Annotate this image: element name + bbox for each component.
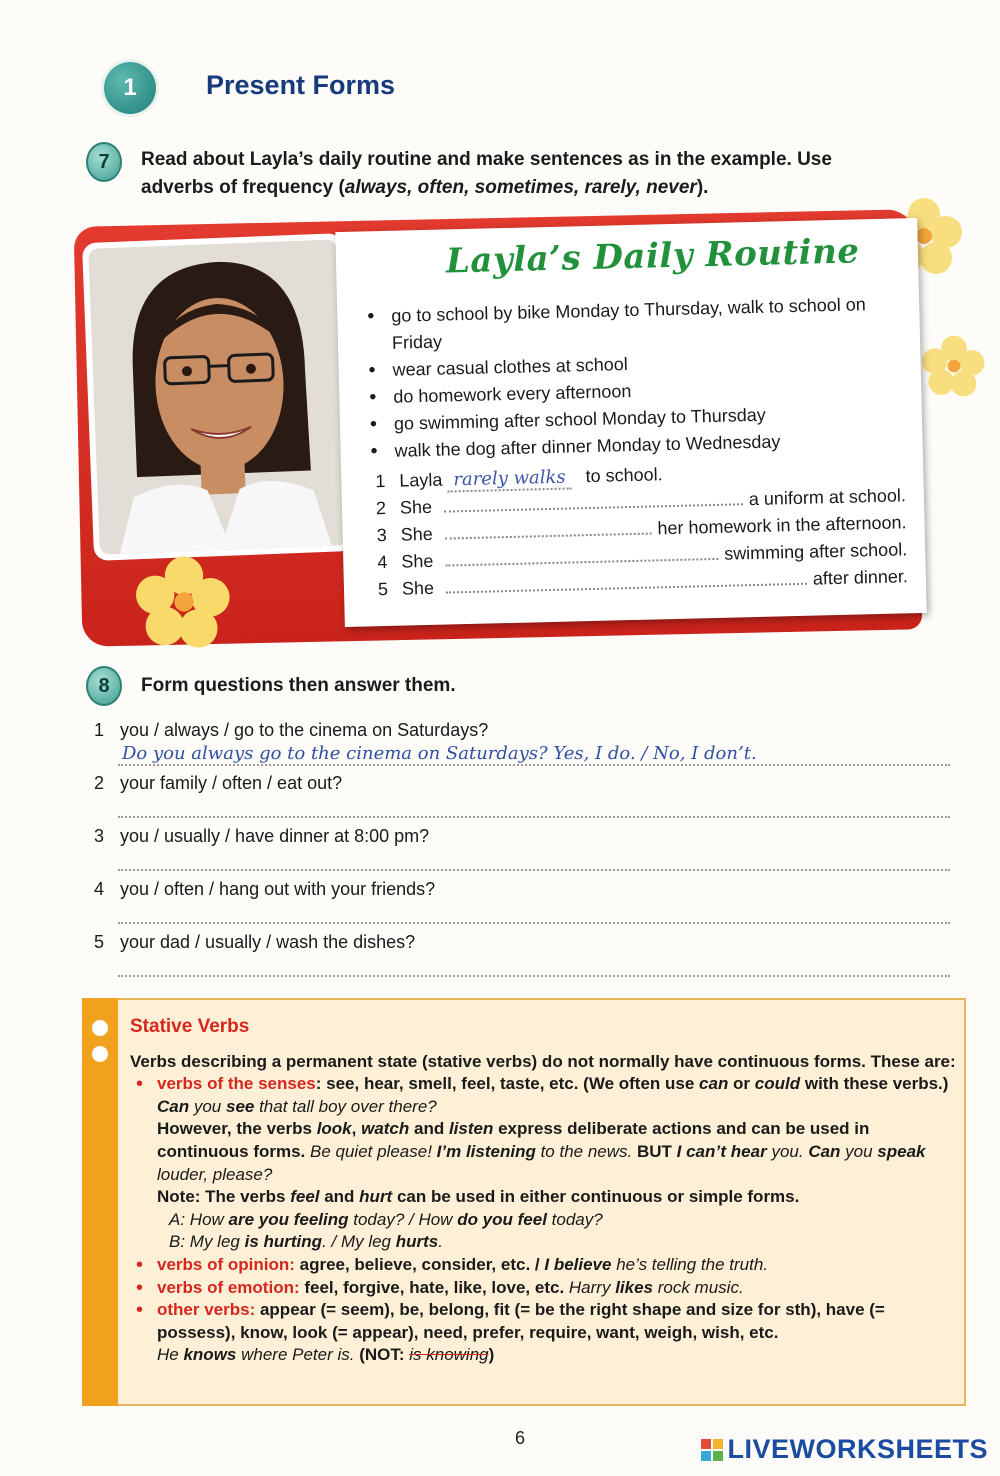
unit-number-badge: 1 [104, 62, 156, 114]
unit-title: Present Forms [206, 70, 396, 100]
answer-field[interactable] [445, 523, 652, 540]
bullet-dot-icon [92, 1046, 108, 1062]
sentence-number: 2 [375, 498, 387, 519]
sentence-end: her homework in the afternoon. [657, 512, 907, 539]
sentence-end: swimming after school. [723, 539, 908, 564]
list-item: • verbs of the senses: see, hear, smell, feel, taste, etc. (We often use can or could with these verbs.) Can you see that tall boy over there? However, the verbs look, watch and listen express deliberate actions and can be used in continuous forms. Be quiet please! I’m listening to the news. BUT I can’t hear you. Can you speak louder, please? Note: The verbs feel and hurt can be used in either continuous or simple forms. A: How are you feeling today? / How do you feel today? B: My leg is hurting. / My leg hurts. [130, 1073, 956, 1254]
list-item: • verbs of opinion: agree, believe, consider, etc. / I believe he’s telling the truth. [130, 1254, 956, 1277]
answer-line[interactable] [118, 904, 950, 924]
sentence-subject: She [400, 523, 433, 545]
sentence-number: 4 [377, 551, 388, 573]
routine-card [335, 218, 926, 627]
question-row: 5 your dad / usually / wash the dishes? [94, 932, 416, 952]
list-item: • do homework every afternoon [367, 371, 907, 411]
sentence-subject: She [401, 550, 434, 572]
list-item: • go to school by bike Monday to Thursday, walk to school on Friday [365, 290, 906, 357]
routine-card-title: Layla’s Daily Routine [445, 231, 860, 282]
sentence-number: 3 [376, 525, 387, 546]
stative-verbs-title: Stative Verbs [130, 1016, 250, 1037]
liveworksheets-icon [701, 1439, 723, 1461]
sentence-subject: She [401, 577, 435, 599]
sentence-exercise [375, 458, 908, 606]
question-row: 1 you / always / go to the cinema on Saturdays? [94, 720, 489, 740]
question-row: 4 you / often / hang out with your friends? [94, 879, 436, 899]
layla-photo [82, 233, 354, 561]
sentence-end: after dinner. [812, 566, 909, 589]
exercise-7-instruction: Read about Layla’s daily routine and make sentences as in the example. Use adverbs of frequency (always, often, sometimes, rarely, never). [141, 149, 832, 198]
answer-text[interactable]: Do you always go to the cinema on Saturdays? Yes, I do. / No, I don’t. [122, 743, 757, 764]
flower-icon [922, 334, 986, 398]
liveworksheets-logo[interactable] [701, 1434, 988, 1465]
list-item: • other verbs: appear (= seem), be, belong, fit (= be the right shape and size for sth), have (= possess), know, look (= appear), need, prefer, require, want, weigh, wish, etc. He knows where Peter is. (NOT: is knowing) [130, 1299, 956, 1367]
answer-field[interactable] [445, 548, 718, 567]
sentence-number: 1 [375, 471, 386, 492]
answer-line[interactable] [118, 851, 950, 871]
exercise-8-number: 8 [86, 666, 122, 706]
stative-intro: Verbs describing a permanent state (stative verbs) do not normally have continuous forms. These are: [130, 1051, 956, 1071]
sentence-end: a uniform at school. [748, 485, 907, 510]
list-item: • go swimming after school Monday to Thursday [368, 398, 908, 438]
answer-field[interactable] [446, 573, 807, 594]
list-item: • walk the dog after dinner Monday to Wednesday [368, 425, 908, 465]
girl-portrait-icon [88, 239, 348, 554]
sentence-number: 5 [377, 578, 389, 600]
answer-line[interactable] [118, 798, 950, 818]
bullet-dot-icon [92, 1020, 108, 1036]
list-item: • wear casual clothes at school [366, 344, 906, 384]
question-row: 3 you / usually / have dinner at 8:00 pm? [94, 826, 430, 846]
exercise-8-instruction: Form questions then answer them. [141, 675, 456, 696]
answer-field[interactable]: rarely walks [447, 466, 572, 492]
answer-field[interactable] [444, 493, 743, 512]
stative-verbs-content [130, 1016, 956, 1367]
sentence-subject: Layla [399, 469, 443, 491]
list-item: • verbs of emotion: feel, forgive, hate, like, love, etc. Harry likes rock music. [130, 1277, 956, 1300]
exercise-7-number: 7 [86, 142, 122, 182]
sentence-end: to school. [585, 464, 663, 487]
question-row: 2 your family / often / eat out? [94, 773, 343, 793]
brand-name: LIVEWORKSHEETS [727, 1434, 988, 1464]
page-number: 6 [515, 1428, 526, 1448]
routine-list [365, 290, 909, 465]
answer-line[interactable] [118, 957, 950, 977]
flower-icon [134, 554, 234, 650]
sentence-subject: She [399, 496, 433, 518]
